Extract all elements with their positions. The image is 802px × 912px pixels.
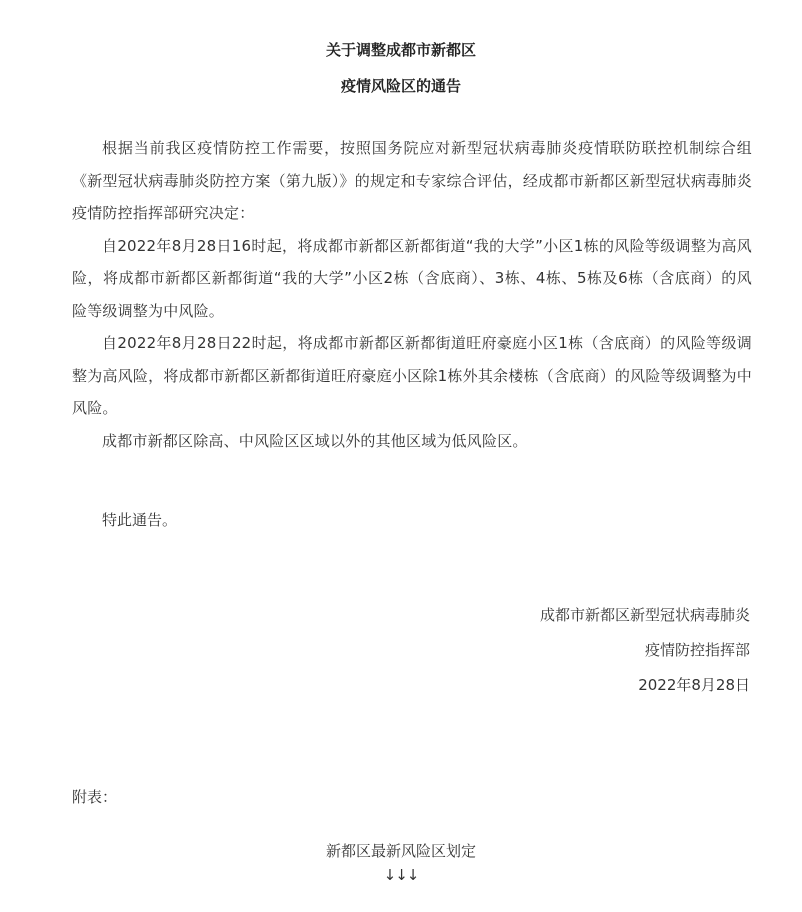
paragraph-intro: 根据当前我区疫情防控工作需要，按照国务院应对新型冠状病毒肺炎疫情联防联控机制综合组《新型冠状病毒肺炎防控方案（第九版）》的规定和专家综合评估，经成都市新都区新型冠状病毒肺炎疫情防控指挥部研究决定：	[72, 139, 752, 222]
document-title-line-1: 关于调整成都市新都区	[325, 41, 476, 59]
paragraph-wangfu-haoting: 自2022年8月28日22时起，将成都市新都区新都街道旺府豪庭小区1栋（含底商）的风险等级调整为高风险，将成都市新都区新都街道旺府豪庭小区除1栋外其余楼栋（含底商）的风险等级调整为中风险。	[72, 334, 752, 417]
signature-org-line-1: 成都市新都区新型冠状病毒肺炎	[539, 606, 750, 624]
down-arrows-icon: ↓↓↓	[383, 866, 419, 884]
appendix-label: 附表：	[72, 788, 118, 806]
notice-body	[72, 132, 752, 457]
paragraph-my-university: 自2022年8月28日16时起，将成都市新都区新都街道“我的大学”小区1栋的风险等级调整为高风险，将成都市新都区新都街道“我的大学”小区2栋（含底商）、3栋、4栋、5栋及6栋（含底商）的风险等级调整为中风险。	[72, 236, 752, 320]
paragraph-low-risk: 成都市新都区除高、中风险区区域以外的其他区域为低风险区。	[102, 431, 528, 450]
document-title-line-2: 疫情风险区的通告	[340, 77, 461, 95]
signature-date: 2022年8月28日	[638, 676, 750, 694]
risk-map-title: 新都区最新风险区划定	[325, 842, 476, 860]
closing-text: 特此通告。	[102, 511, 178, 529]
signature-org-line-2: 疫情防控指挥部	[644, 641, 750, 659]
